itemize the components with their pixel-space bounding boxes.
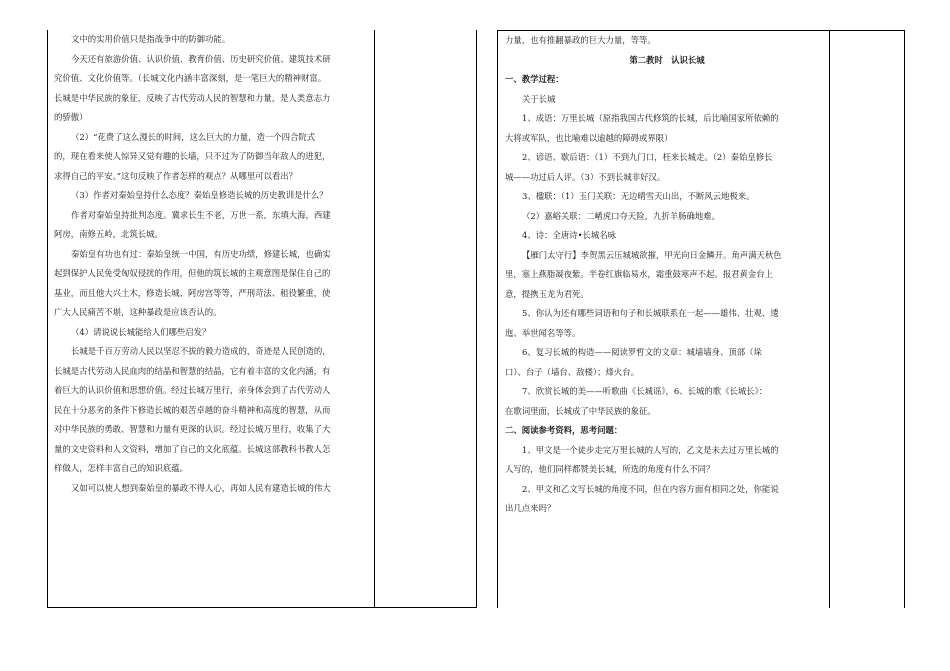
text-line: 4、诗：全唐诗•长城名咏 bbox=[522, 230, 617, 240]
text-line: 1、成语：万里长城（原指我国古代修筑的长城，后比喻国家所依赖的 bbox=[522, 113, 779, 123]
text-line: 2、谚语、歇后语：（1）不到九门口，枉来长城走。（2）秦始皇修长 bbox=[522, 152, 773, 162]
text-line: 起到保护人民免受匈奴侵扰的作用，但他的筑长城的主观意图是保住自己的 bbox=[54, 268, 331, 278]
text-line: 的，现在看来使人惊异又觉有趣的长墙，只不过为了防御当年敌人的进犯， bbox=[54, 151, 331, 161]
text-line: 里，塞上燕脂凝夜紫。半卷红旗临易水，霜重鼓寒声不起。报君黄金台上 bbox=[505, 269, 773, 279]
section-heading: 二、阅读参考资料，思考问题： bbox=[505, 425, 623, 435]
text-line: 7、欣赏长城的美——听歌曲《长城谣》，6、长城的歌《长城长》： bbox=[522, 386, 768, 396]
text-line: 究价值、文化价值等。（长城文化内涵丰富深刻，是一笔巨大的精神财富。 bbox=[54, 73, 327, 83]
left-content-cell bbox=[48, 30, 375, 607]
text-line: 长城是千百万劳动人民以坚忍不拔的毅力造成的，奇迹是人民创造的， bbox=[71, 346, 331, 356]
text-line: 1、甲文是一个徒步走完万里长城的人写的，乙文是未去过万里长城的 bbox=[522, 444, 779, 455]
text-line: 阿房，南修五岭，北筑长城。 bbox=[54, 229, 163, 239]
text-line: 量的文史资料和人文资料，增加了自己的文化底蕴。长城这部教科书教人怎 bbox=[54, 443, 331, 454]
text-line: 民在十分恶劣的条件下修造长城的艰苦卓越的奋斗精神和高度的智慧，从而 bbox=[54, 404, 331, 415]
text-line: 意，提携玉龙为君死。 bbox=[505, 288, 589, 299]
text-line: 6、复习长城的构造——阅读罗哲文的文章：城墙墙身、顶部（垛 bbox=[522, 347, 762, 357]
text-line: 2、甲文和乙文写长城的角度不同，但在内容方面有相同之处，你能说 bbox=[522, 483, 779, 494]
question-line: （3）作者对秦始皇持什么态度？秦始皇修造长城的历史教训是什么？ bbox=[71, 190, 328, 200]
text-line: 迤、举世闻名等等。 bbox=[505, 327, 581, 338]
text-line: 又如可以使人想到秦始皇的暴政不得人心，再如人民有建造长城的伟大 bbox=[71, 482, 331, 493]
text-line: 着巨大的认识价值和思想价值。经过长城万里行，亲身体会到了古代劳动人 bbox=[54, 385, 331, 395]
text-line: 广大人民痛苦不堪，这种暴政是应该否认的。 bbox=[54, 307, 222, 317]
text-line: 今天还有旅游价值、认识价值、教育价值、历史研究价值、建筑技术研 bbox=[71, 53, 331, 64]
text-line: 长城是古代劳动人民血肉的结晶和智慧的结晶，它有着丰富的文化内涵，有 bbox=[54, 365, 331, 376]
section-heading: 一、教学过程： bbox=[505, 74, 564, 84]
text-line: 长城是中华民族的象征，反映了古代劳动人民的智慧和力量，是人类意志力 bbox=[54, 92, 331, 103]
text-line: 关于长城 bbox=[522, 93, 556, 104]
text-line: 样做人，怎样丰富自己的知识底蕴。 bbox=[54, 463, 188, 473]
right-table bbox=[497, 30, 905, 608]
right-content-cell bbox=[498, 31, 830, 608]
text-line: 作者对秦始皇持批判态度。冀求长生不老，万世一系，东填大海，西建 bbox=[71, 209, 331, 220]
text-line: 对中华民族的勇敢、智慧和力量有更深的认识。经过长城万里行，收集了大 bbox=[54, 424, 331, 434]
text-line: 【雁门太守行】李贺黑云压城城欲摧，甲光向日金鳞开。角声满天秋色 bbox=[522, 249, 782, 260]
text-line: 人写的，他们同样都赞美长城，所选的角度有什么不同？ bbox=[505, 464, 715, 474]
text-line: 口）、台子（墙台、敌楼）；烽火台。 bbox=[505, 366, 639, 377]
text-line: 3、楹联：（1）玉门关联：无边晴雪天山出，不断风云地极来。 bbox=[522, 191, 755, 201]
text-line: 在歌词里面，长城成了中华民族的象征。 bbox=[505, 405, 656, 416]
text-line: 大将或军队，也比喻难以逾越的障碍或界限） bbox=[505, 132, 673, 143]
text-line: 力量，也有推翻暴政的巨大力量，等等。 bbox=[505, 35, 656, 45]
text-line: 文中的实用价值只是指战争中的防御功能。 bbox=[71, 34, 231, 44]
left-table bbox=[47, 30, 477, 608]
text-line: （2）“花费了这么漫长的时间，这么巨大的力量，造一个四合院式 bbox=[71, 131, 316, 142]
question-line: （4）请说说长城能给人们哪些启发？ bbox=[71, 326, 211, 337]
text-line: 城——功过后人评。（3）不到长城非好汉。 bbox=[505, 171, 666, 182]
section-title: 第二教时 认识长城 bbox=[629, 54, 705, 65]
text-line: 出几点来吗？ bbox=[505, 503, 556, 513]
text-line: 的骄傲） bbox=[54, 112, 88, 122]
text-line: （2）嘉峪关联：二崤虎口夺天险，九折羊肠确地难。 bbox=[522, 210, 720, 221]
text-line: 基业，而且他大兴土木，修造长城、阿房宫等等，严刑苛法、租役繁重，使 bbox=[54, 287, 331, 298]
text-line: 秦始皇有功也有过：秦始皇统一中国，有历史功绩，修建长城，也确实 bbox=[71, 248, 331, 259]
text-line: 求得自己的平安。”这句反映了作者怎样的观点？从哪里可以看出？ bbox=[54, 170, 297, 181]
text-line: 5、你认为还有哪些词语和句子和长城联系在一起——雄伟、壮观、逶 bbox=[522, 308, 779, 318]
